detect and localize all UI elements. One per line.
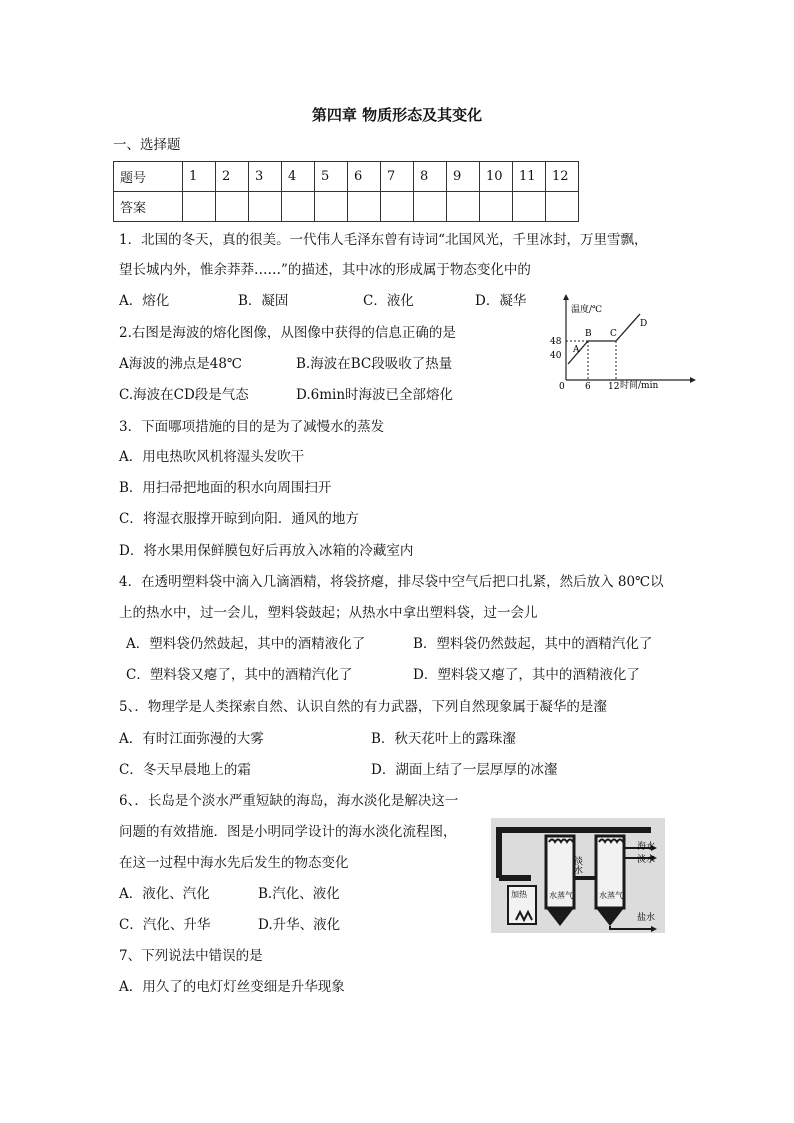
table-cell-number: 2 [216,162,249,192]
question-6-line-2: 问题的有效措施．图是小明同学设计的海水淡化流程图， [119,824,457,840]
question-6-line-1: 6、．长岛是个淡水严重短缺的海岛，海水淡化是解决这一 [119,793,459,809]
answer-cell[interactable] [183,192,216,222]
answer-cell[interactable] [249,192,282,222]
graph-curve [568,314,640,364]
question-5-option-c: C．冬天早晨地上的霜 [119,762,251,778]
question-5-option-d: D．湖面上结了一层厚厚的冰瀣 [371,762,558,778]
answer-cell[interactable] [447,192,480,222]
table-cell-number: 6 [348,162,381,192]
question-1-option-b: B．凝固 [238,293,289,309]
question-3-option-d: D．将水果用保鲜膜包好后再放入冰箱的冷藏室内 [119,543,414,559]
question-2-stem: 2.右图是海波的熔化图像，从图像中获得的信息正确的是 [119,325,456,341]
answer-cell[interactable] [315,192,348,222]
table-cell-number: 10 [480,162,513,192]
graph-xtick-0: 0 [559,382,565,392]
answer-cell[interactable] [282,192,315,222]
question-3-option-c: C．将湿衣服撑开晾到向阳．通风的地方 [119,511,359,527]
table-cell-number: 11 [513,162,546,192]
question-5-stem: 5、．物理学是人类探索自然、认识自然的有力武器，下列自然现象属于凝华的是瀣 [119,699,607,715]
page-title: 第四章 物质形态及其变化 [311,106,483,124]
question-4-line-2: 上的热水中，过一会儿，塑料袋鼓起；从热水中拿出塑料袋，过一会儿 [119,605,538,621]
label-freshwater-column: 淡水 [572,856,582,874]
graph-point-a: A [573,345,580,355]
question-1-option-d: D．凝华 [475,293,527,309]
answer-cell[interactable] [348,192,381,222]
question-7-option-a: A．用久了的电灯灯丝变细是升华现象 [119,979,345,995]
label-freshwater-outlet: 淡水 [637,855,656,865]
graph-y-arrow [563,294,569,300]
label-brine: 盐水 [637,913,656,923]
answer-table [113,161,579,222]
question-2-option-c: C.海波在CD段是气态 [119,387,249,403]
answer-cell[interactable] [480,192,513,222]
table-row [114,192,579,222]
question-2-option-a: A海波的沸点是48℃ [119,356,243,372]
graph-point-c: C [610,329,617,339]
answer-cell[interactable] [216,192,249,222]
table-cell-number: 8 [414,162,447,192]
question-6-option-c: C．汽化、升华 [119,917,211,933]
label-seawater: 海水 [637,842,656,852]
question-5-option-b: B．秋天花叶上的露珠瀣 [371,731,516,747]
question-6-option-d: D.升华、液化 [258,917,341,933]
question-5-option-a: A．有时江面弥漫的大雾 [119,731,264,747]
question-6-line-3: 在这一过程中海水先后发生的物态变化 [119,855,349,871]
graph-point-b: B [585,329,592,339]
question-4-line-1: 4．在透明塑料袋中滴入几滴酒精，将袋挤瘪，排尽袋中空气后把口扎紧，然后放入 80℃以 [119,574,664,590]
graph-xtick-12: 12 [608,382,620,392]
table-cell-number: 5 [315,162,348,192]
question-1-option-a: A．熔化 [119,293,170,309]
table-cell-number: 7 [381,162,414,192]
graph-point-d: D [640,319,648,329]
answer-cell[interactable] [546,192,579,222]
table-cell-number: 12 [546,162,579,192]
answer-cell[interactable] [513,192,546,222]
table-row [114,162,579,192]
graph-xtick-6: 6 [585,382,591,392]
question-7-stem: 7、下列说法中错误的是 [119,948,263,964]
graph-x-arrow [690,377,696,383]
table-cell-number: 3 [249,162,282,192]
question-6-option-a: A．液化、汽化 [119,886,210,902]
question-3-option-a: A．用电热吹风机将湿头发吹干 [119,449,305,465]
label-heating: 加热 [511,890,527,899]
graph-ylabel: 温度/℃ [571,305,603,315]
table-cell-label: 题号 [114,162,183,192]
graph-ytick-48: 48 [550,337,562,347]
melting-graph [540,292,700,392]
table-cell-number: 9 [447,162,480,192]
desalination-diagram [491,818,665,933]
question-6-option-b: B.汽化、液化 [258,886,340,902]
question-1-line-2: 望长城内外，惟余莽莽……”的描述，其中冰的形成属于物态变化中的 [119,262,531,278]
answer-cell[interactable] [414,192,447,222]
question-4-option-b: B．塑料袋仍然鼓起，其中的酒精汽化了 [413,636,653,652]
graph-ytick-40: 40 [550,351,562,361]
question-3-option-b: B．用扫帚把地面的积水向周围扫开 [119,480,332,496]
question-1-option-c: C．液化 [363,293,414,309]
table-cell-number: 4 [282,162,315,192]
question-4-option-c: C．塑料袋又瘪了，其中的酒精汽化了 [126,667,353,683]
question-4-option-d: D．塑料袋又瘪了，其中的酒精液化了 [413,667,640,683]
question-1-line-1: 1．北国的冬天，真的很美。一代伟人毛泽东曾有诗词“北国风光，千里冰封，万里雪飘， [119,232,648,248]
label-steam-1: 水蒸气 [549,891,573,900]
question-3-stem: 3．下面哪项措施的目的是为了减慢水的蒸发 [119,419,385,435]
question-2-option-d: D.6min时海波已全部熔化 [296,387,454,403]
answer-cell[interactable] [381,192,414,222]
graph-xlabel: 时间/min [620,381,659,391]
question-4-option-a: A．塑料袋仍然鼓起，其中的酒精液化了 [126,636,366,652]
section-heading: 一、选择题 [113,137,181,153]
table-cell-label: 答案 [114,192,183,222]
table-cell-number: 1 [183,162,216,192]
question-2-option-b: B.海波在BC段吸收了热量 [296,356,453,372]
label-steam-2: 水蒸气 [599,891,623,900]
